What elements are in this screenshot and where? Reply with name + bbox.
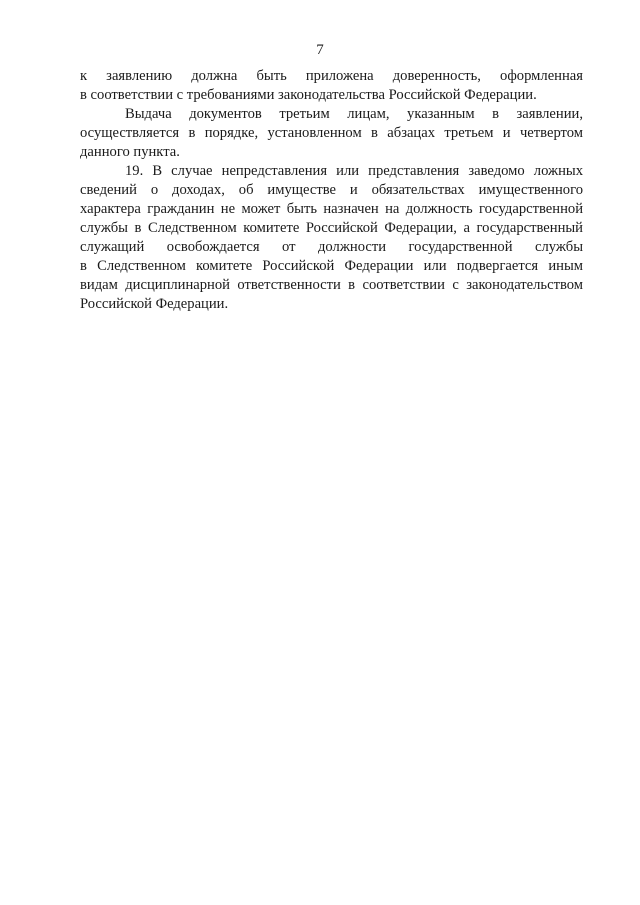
text-line: сведений о доходах, об имуществе и обязательствах имущественного	[80, 182, 583, 198]
text-line: в соответствии с требованиями законодательства Российской Федерации.	[80, 87, 537, 103]
text-line: Выдача документов третьим лицам, указанным в заявлении,	[125, 106, 583, 122]
text-line: осуществляется в порядке, установленном в абзацах третьем и четвертом	[80, 125, 583, 141]
page-number: 7	[316, 42, 324, 58]
text-line: характера гражданин не может быть назначен на должность государственной	[80, 201, 583, 217]
document-body	[80, 67, 583, 314]
text-line: видам дисциплинарной ответственности в соответствии с законодательством	[80, 277, 583, 293]
text-line: Российской Федерации.	[80, 296, 229, 312]
paragraph-document-issuance	[80, 105, 583, 162]
paragraph-item-19	[80, 162, 583, 314]
text-line: службы в Следственном комитете Российской Федерации, а государственный	[80, 220, 583, 236]
text-line: к заявлению должна быть приложена доверенность, оформленная	[80, 68, 583, 84]
text-line: 19. В случае непредставления или представления заведомо ложных	[125, 163, 583, 179]
text-line: служащий освобождается от должности государственной службы	[80, 239, 583, 255]
text-line: в Следственном комитете Российской Федерации или подвергается иным	[80, 258, 583, 274]
paragraph-power-of-attorney	[80, 67, 583, 105]
text-line: данного пункта.	[80, 144, 180, 160]
